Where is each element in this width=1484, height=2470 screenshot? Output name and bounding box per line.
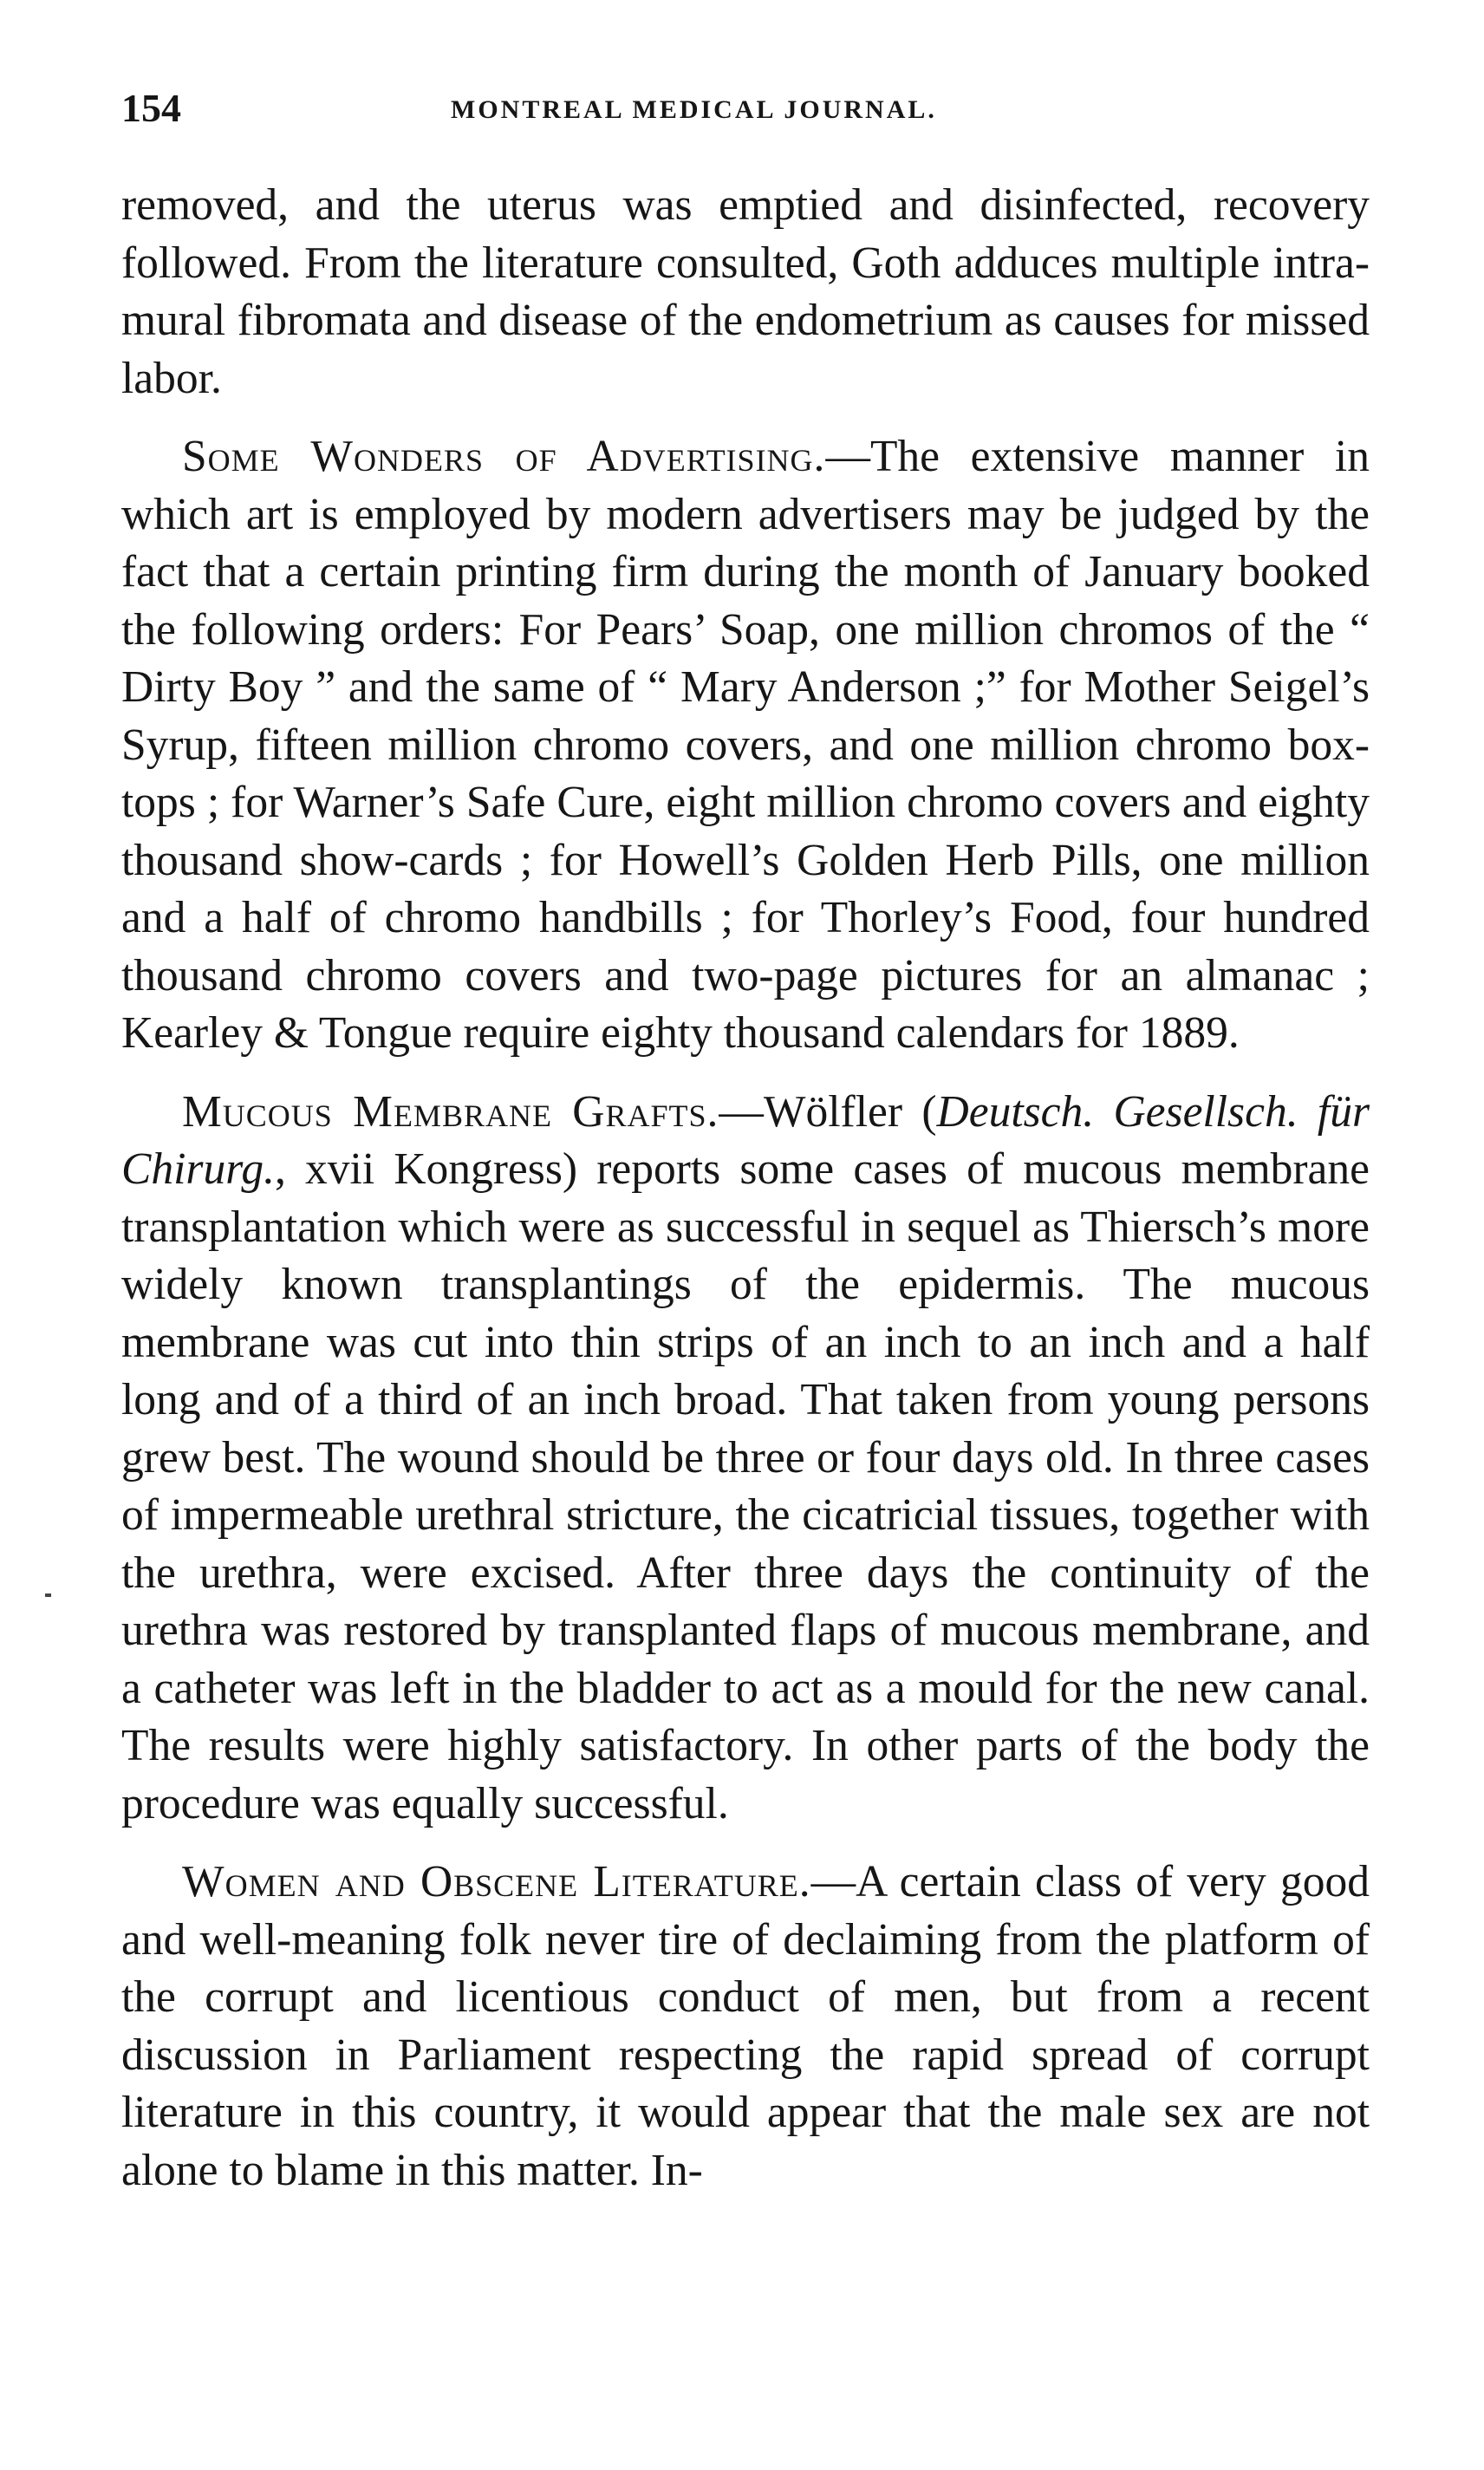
page-number: 154: [121, 86, 181, 130]
margin-mark: [45, 1593, 51, 1597]
section-heading-obscene-literature: Women and Obscene Literature.: [182, 1857, 811, 1906]
paragraph-mucous-grafts: [121, 1084, 1370, 1834]
paragraph-text: , xvii Kongress) reports some cases of mucous membrane transplantation which were as successful in sequel as Thiersch’s more widely known transplantings of the epidermis. The mucous membrane was cut into thin strips of an inch to an inch and a half long and of a third of an inch broad. That taken from young persons grew best. The wound should be three or four days old. In three cases of impermeable urethral stricture, the cicatricial tissues, together with the urethra, were excised. After three days the continuity of the urethra was restored by transplanted flaps of mucous membrane, and a catheter was left in the bladder to act as a mould for the new canal. The results were highly satisfactory. In other parts of the body the procedure was equally successful.: [121, 1144, 1370, 1828]
journal-page: [121, 69, 1370, 2220]
section-heading-mucous-grafts: Mucous Membrane Grafts.: [182, 1086, 719, 1137]
paragraph-missed-labor: [121, 177, 1370, 407]
section-heading-advertising: Some Wonders of Advertising.: [182, 432, 826, 481]
journal-title: MONTREAL MEDICAL JOURNAL.: [451, 95, 937, 124]
running-head: [121, 69, 1370, 139]
paragraph-text: —The extensive manner in which art is employed by modern advertisers may be judged by the fact that a certain printing firm during the month of January booked the following orders: For Pears’ Soap, one million chromos of the “ Dirty Boy ” and the same of “ Mary Anderson ;” for Mother Seigel’s Syrup, fifteen million chromo covers, and one million chromo box-tops ; for Warner’s Safe Cure, eight million chromo covers and eighty thousand show-cards ; for Howell’s Golden Herb Pills, one million and a half of chromo handbills ; for Thorley’s Food, four hundred thousand chromo covers and two-page pictures for an almanac ; Kearley & Tongue require eighty thousand calendars for 1889.: [121, 432, 1370, 1058]
paragraph-obscene-literature: [121, 1854, 1370, 2200]
paragraph-text: —A certain class of very good and well-meaning folk never tire of declaiming from the platform of the corrupt and licentious conduct of men, but from a recent discussion in Parliament respecting the rapid spread of corrupt literature in this country, it would appear that the male sex are not alone to blame in this matter. In-: [121, 1857, 1370, 2195]
paragraph-text: removed, and the uterus was emptied and disinfected, recovery followed. From the literature consulted, Goth adduces multiple intra-mural fibromata and disease of the endometrium as causes for missed labor.: [121, 180, 1370, 403]
paragraph-advertising: [121, 428, 1370, 1063]
paragraph-text-lead: —Wölfler (: [719, 1086, 937, 1137]
article-body: [121, 177, 1370, 2200]
citation-italic: Deutsch. Gesellsch. für Chirurg.: [121, 1086, 1370, 1194]
